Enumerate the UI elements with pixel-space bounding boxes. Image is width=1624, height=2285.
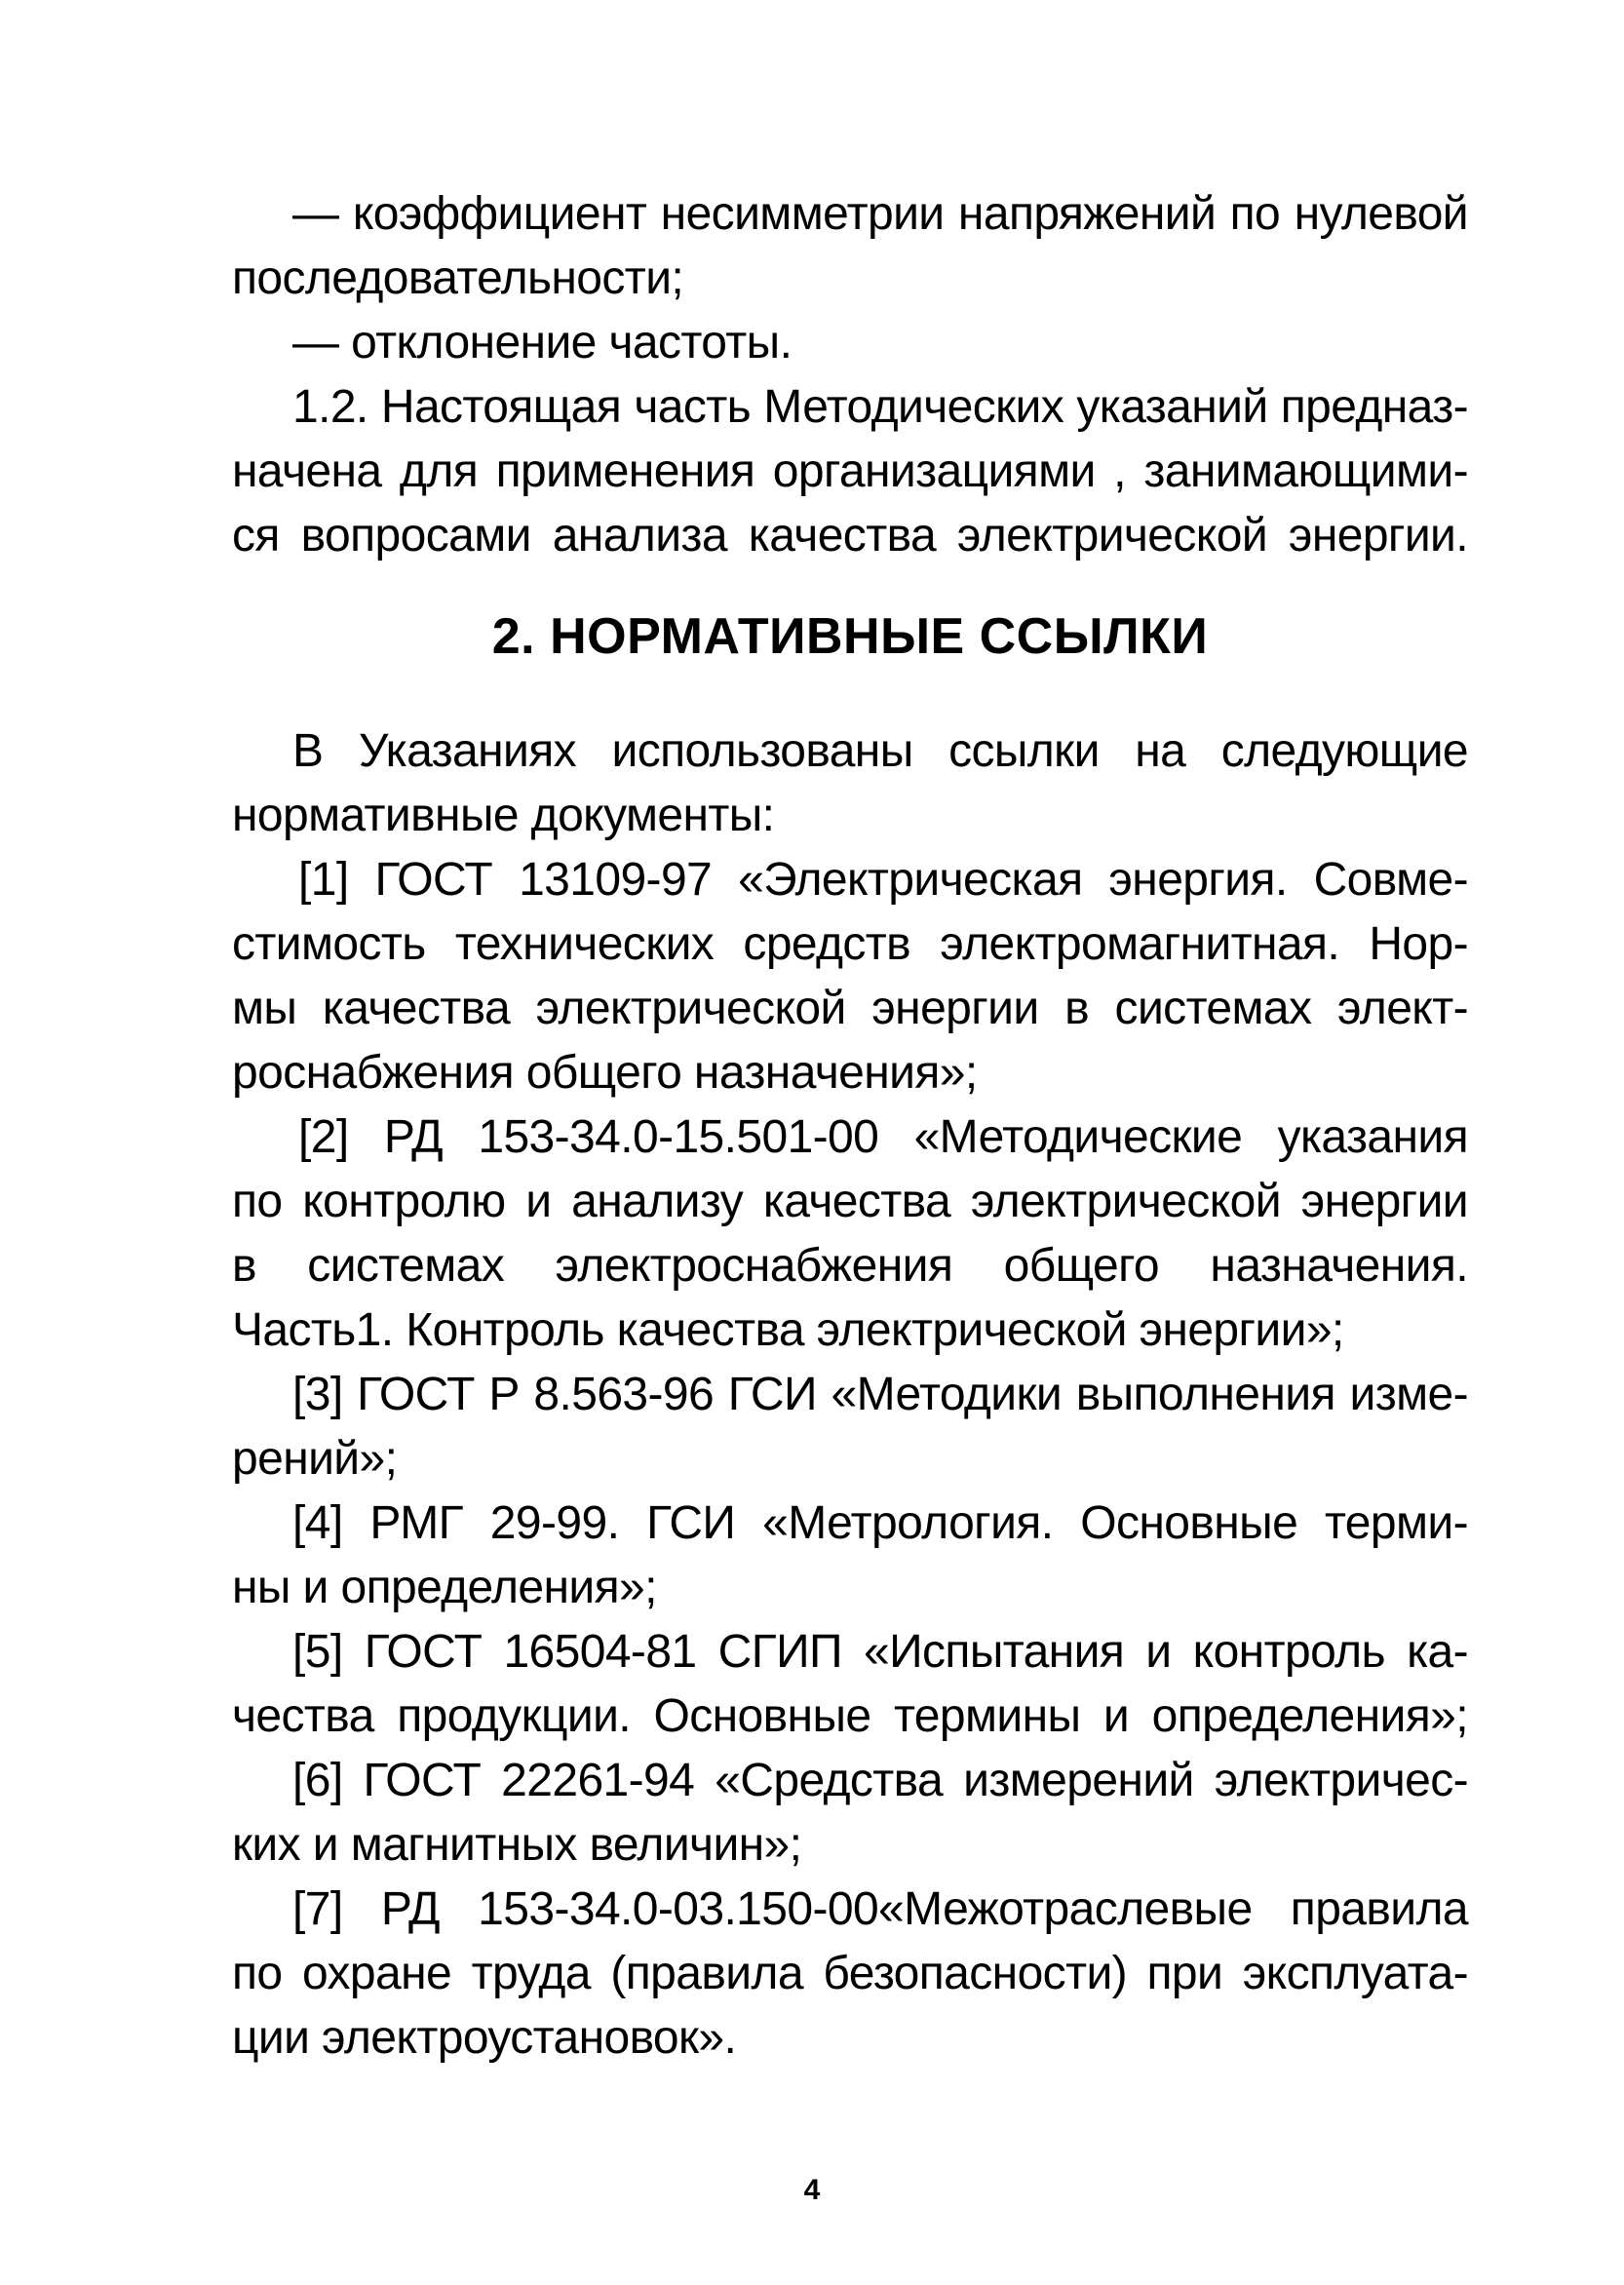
reference-item: [5] ГОСТ 16504-81 СГИП «Испытания и контроль ка-	[292, 1626, 1468, 1678]
text-line: в системах электроснабжения общего назначения.	[232, 1240, 1468, 1292]
page-number: 4	[803, 2174, 821, 2206]
text-line: нормативные документы:	[232, 790, 775, 841]
text-line: — коэффициент несимметрии напряжений по нулевой	[292, 188, 1468, 240]
text-line: Часть1. Контроль качества электрической энергии»;	[232, 1304, 1344, 1356]
text-line: по охране труда (правила безопасности) при эксплуата-	[232, 1948, 1468, 1999]
reference-item: [2] РД 153-34.0-15.501-00 «Методические указания	[298, 1111, 1468, 1163]
reference-item: [1] ГОСТ 13109-97 «Электрическая энергия. Совме-	[298, 854, 1468, 906]
text-line: последовательности;	[232, 252, 684, 304]
text-line: — отклонение частоты.	[292, 317, 793, 368]
text-line: ких и магнитных величин»;	[232, 1819, 802, 1871]
text-line: чества продукции. Основные термины и определения»;	[232, 1690, 1468, 1742]
text-line: В Указаниях использованы ссылки на следующие	[292, 725, 1468, 777]
text-line: начена для применения организациями , занимающими-	[232, 445, 1468, 497]
text-line: мы качества электрической энергии в системах элект-	[232, 983, 1468, 1034]
text-line: по контролю и анализу качества электрической энергии	[232, 1176, 1468, 1227]
text-line: стимость технических средств электромагнитная. Нор-	[232, 918, 1468, 970]
section-heading: 2. НОРМАТИВНЫЕ ССЫЛКИ	[491, 608, 1209, 665]
reference-item: [6] ГОСТ 22261-94 «Средства измерений электричес-	[292, 1755, 1468, 1806]
text-line: ны и определения»;	[232, 1562, 657, 1613]
reference-item: [3] ГОСТ Р 8.563-96 ГСИ «Методики выполнения изме-	[292, 1369, 1468, 1420]
text-line: рений»;	[232, 1433, 398, 1485]
text-line: роснабжения общего назначения»;	[232, 1047, 978, 1099]
reference-item: [7] РД 153-34.0-03.150-00«Межотраслевые правила	[292, 1883, 1468, 1935]
text-line: ся вопросами анализа качества электрической энергии.	[232, 510, 1468, 562]
text-line: ции электроустановок».	[232, 2012, 737, 2064]
text-line: 1.2. Настоящая часть Методических указаний предназ-	[292, 381, 1468, 433]
reference-item: [4] РМГ 29-99. ГСИ «Метрология. Основные терми-	[292, 1497, 1468, 1549]
